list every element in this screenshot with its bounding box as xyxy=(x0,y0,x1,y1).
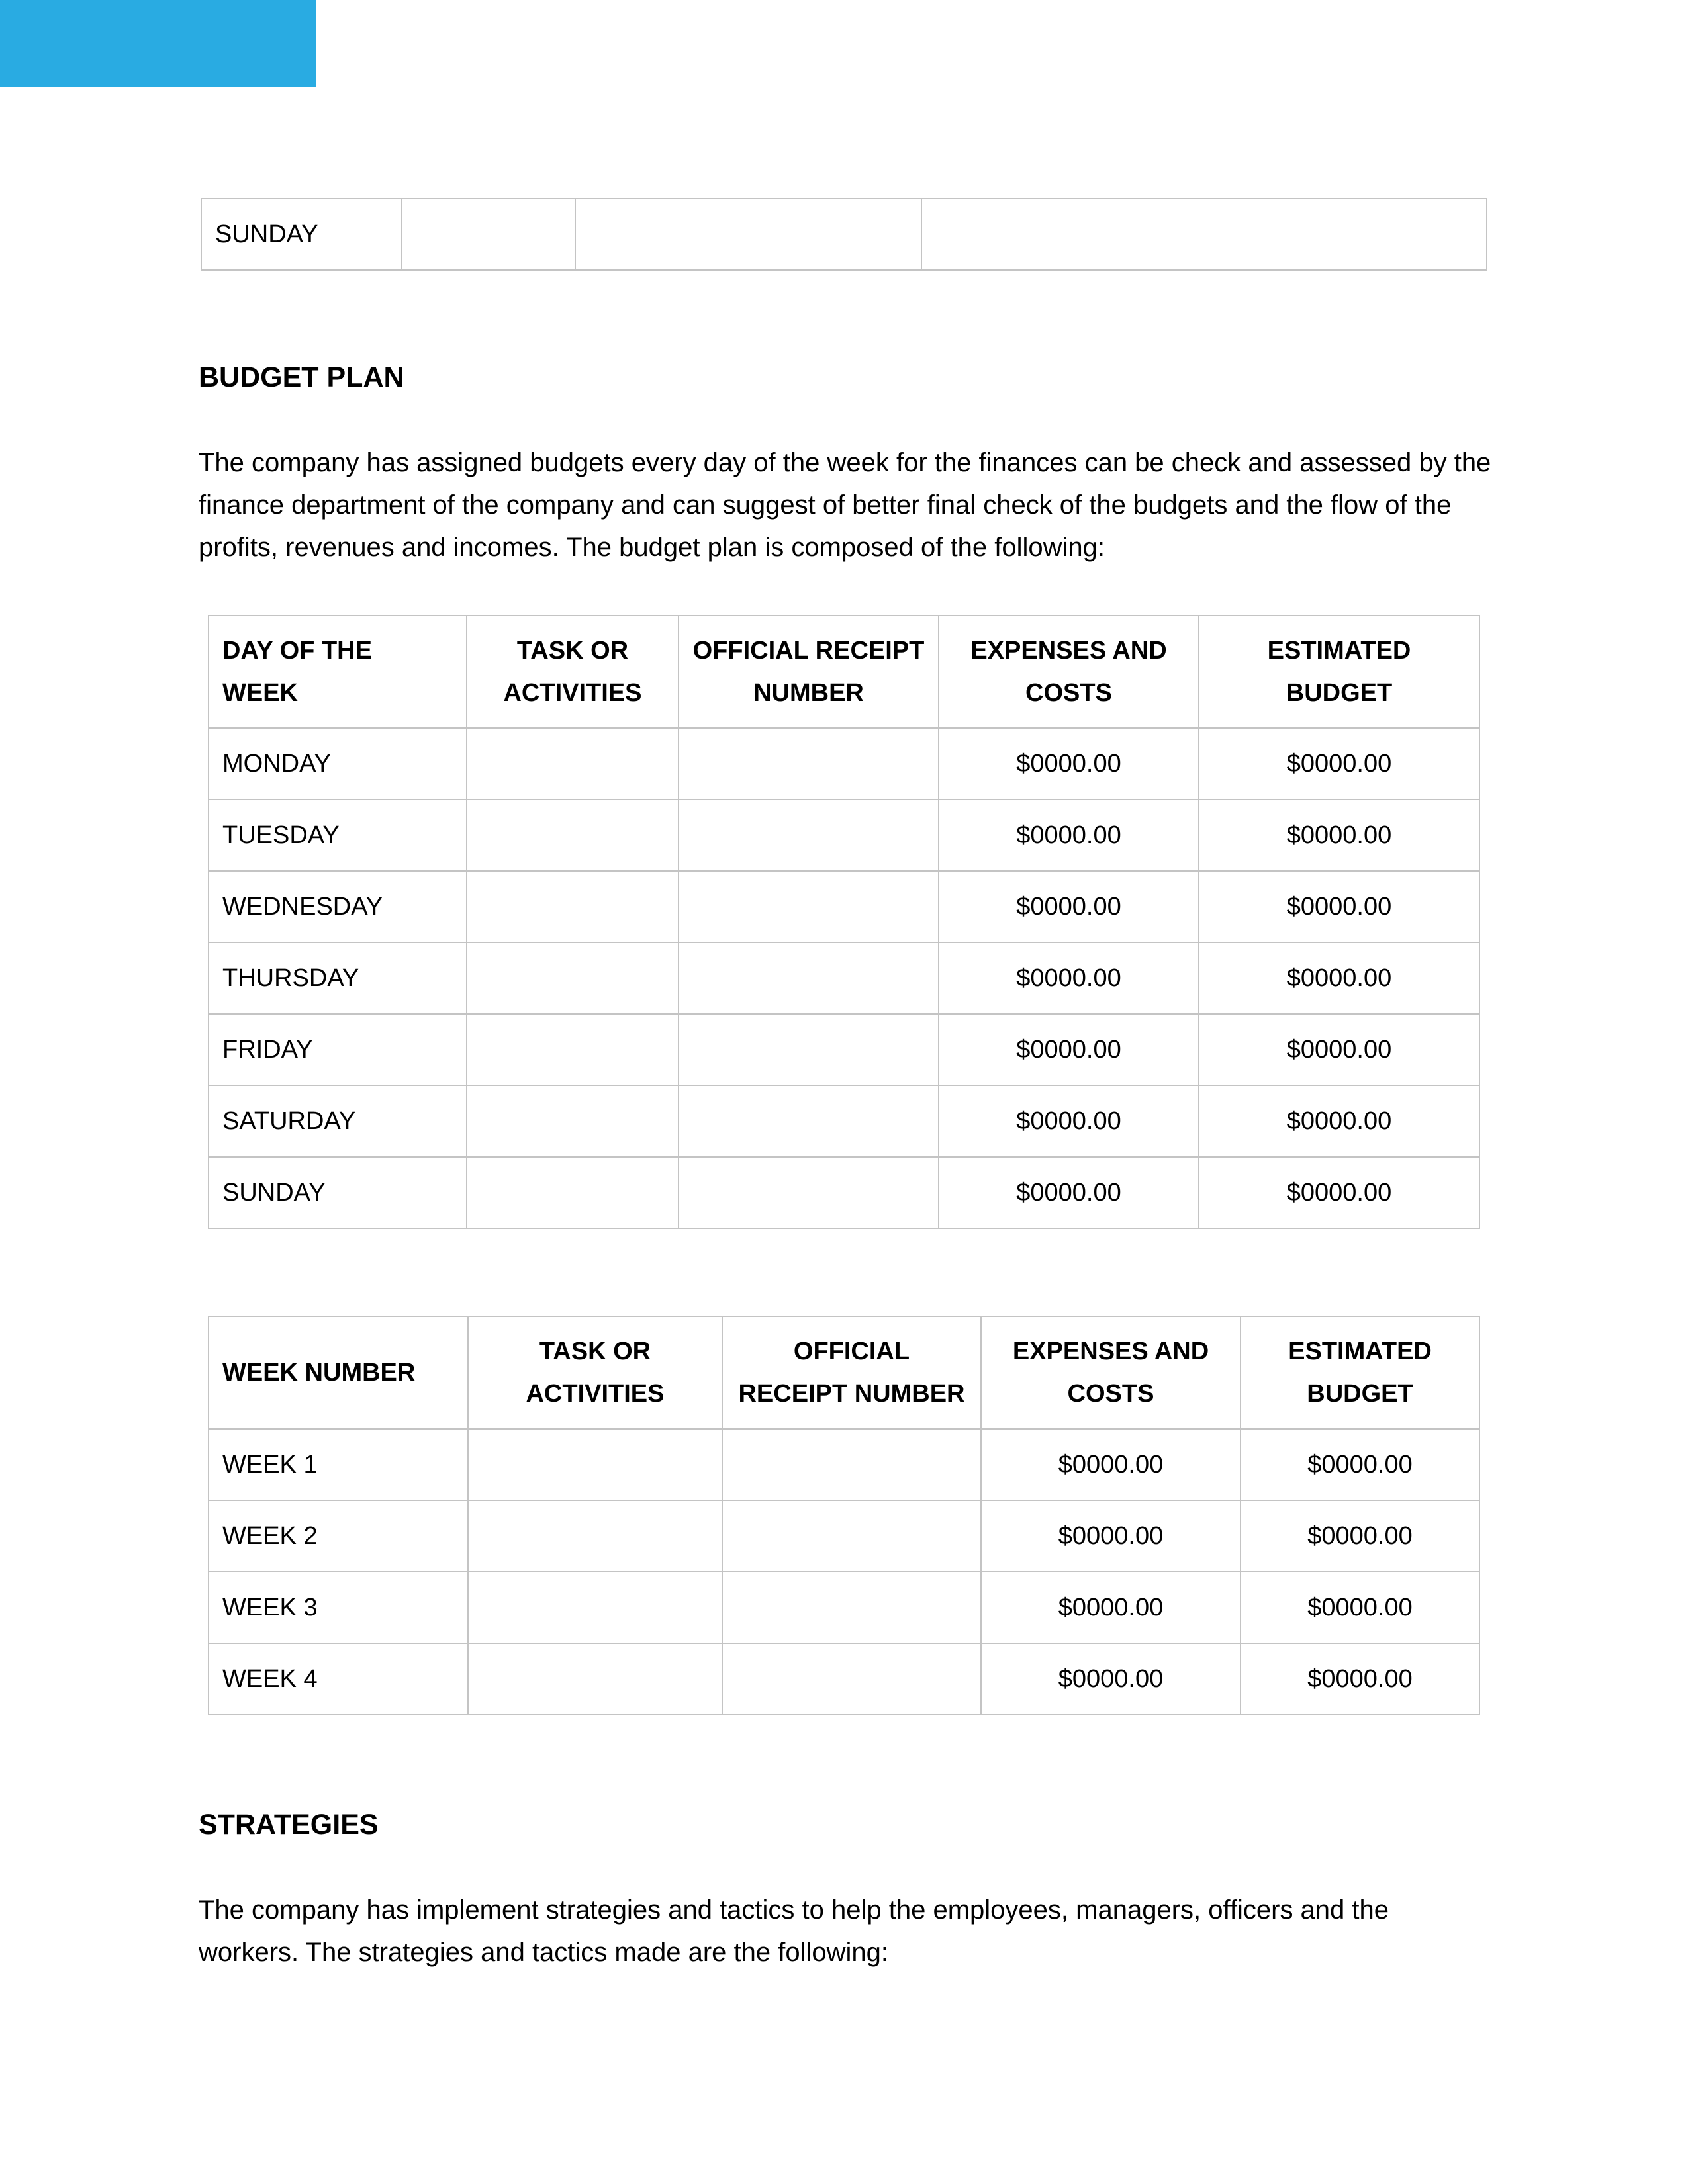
week-cell: WEEK 2 xyxy=(209,1500,468,1572)
expenses-cell: $0000.00 xyxy=(981,1429,1241,1500)
budget-cell: $0000.00 xyxy=(1199,942,1479,1014)
receipt-cell xyxy=(679,1085,939,1157)
receipt-cell xyxy=(679,1157,939,1228)
table-row xyxy=(209,1157,1479,1228)
receipt-cell xyxy=(722,1643,981,1715)
receipt-cell xyxy=(679,799,939,871)
receipt-cell xyxy=(722,1500,981,1572)
column-header: DAY OF THE WEEK xyxy=(209,615,467,728)
empty-cell xyxy=(575,199,921,270)
budget-cell: $0000.00 xyxy=(1241,1572,1479,1643)
day-cell: SUNDAY xyxy=(201,199,402,270)
table-row xyxy=(209,942,1479,1014)
task-cell xyxy=(467,1157,679,1228)
table-header-row xyxy=(209,1316,1479,1429)
day-cell: SUNDAY xyxy=(209,1157,467,1228)
column-header: ESTIMATED BUDGET xyxy=(1241,1316,1479,1429)
task-cell xyxy=(468,1572,722,1643)
table-row xyxy=(209,1500,1479,1572)
day-cell: SATURDAY xyxy=(209,1085,467,1157)
table-row xyxy=(209,1085,1479,1157)
table-row xyxy=(209,1643,1479,1715)
table-row xyxy=(209,1429,1479,1500)
expenses-cell: $0000.00 xyxy=(939,871,1199,942)
expenses-cell: $0000.00 xyxy=(981,1572,1241,1643)
column-header: WEEK NUMBER xyxy=(209,1316,468,1429)
column-header: ESTIMATED BUDGET xyxy=(1199,615,1479,728)
budget-cell: $0000.00 xyxy=(1199,1157,1479,1228)
week-cell: WEEK 3 xyxy=(209,1572,468,1643)
empty-cell xyxy=(402,199,575,270)
budget-cell: $0000.00 xyxy=(1199,1014,1479,1085)
task-cell xyxy=(468,1500,722,1572)
expenses-cell: $0000.00 xyxy=(939,728,1199,799)
budget-plan-paragraph: The company has assigned budgets every day of the week for the finances can be check and assessed by the finance department of the company and can suggest of better final check of the budgets and the flow of the profits, revenues and incomes. The budget plan is composed of the following: xyxy=(199,448,1491,562)
budget-cell: $0000.00 xyxy=(1199,1085,1479,1157)
column-header: OFFICIAL RECEIPT NUMBER xyxy=(679,615,939,728)
table-row xyxy=(209,871,1479,942)
column-header: EXPENSES AND COSTS xyxy=(981,1316,1241,1429)
strategies-heading: STRATEGIES xyxy=(199,1809,379,1841)
receipt-cell xyxy=(722,1429,981,1500)
day-cell: FRIDAY xyxy=(209,1014,467,1085)
column-header: OFFICIAL RECEIPT NUMBER xyxy=(722,1316,981,1429)
weekly-budget-table xyxy=(208,1316,1480,1715)
column-header: TASK OR ACTIVITIES xyxy=(468,1316,722,1429)
budget-cell: $0000.00 xyxy=(1241,1643,1479,1715)
receipt-cell xyxy=(679,942,939,1014)
column-header: EXPENSES AND COSTS xyxy=(939,615,1199,728)
expenses-cell: $0000.00 xyxy=(939,1014,1199,1085)
expenses-cell: $0000.00 xyxy=(981,1500,1241,1572)
budget-plan-heading: BUDGET PLAN xyxy=(199,361,404,393)
table-row xyxy=(209,799,1479,871)
budget-cell: $0000.00 xyxy=(1199,728,1479,799)
budget-cell: $0000.00 xyxy=(1199,871,1479,942)
table-header-row xyxy=(209,615,1479,728)
receipt-cell xyxy=(679,728,939,799)
expenses-cell: $0000.00 xyxy=(939,1157,1199,1228)
budget-cell: $0000.00 xyxy=(1199,799,1479,871)
table-row xyxy=(201,199,1487,270)
expenses-cell: $0000.00 xyxy=(981,1643,1241,1715)
task-cell xyxy=(467,1014,679,1085)
task-cell xyxy=(468,1429,722,1500)
daily-budget-table xyxy=(208,615,1480,1229)
week-cell: WEEK 4 xyxy=(209,1643,468,1715)
table-row xyxy=(209,1572,1479,1643)
budget-cell: $0000.00 xyxy=(1241,1429,1479,1500)
header-accent-bar xyxy=(0,0,316,87)
task-cell xyxy=(468,1643,722,1715)
task-cell xyxy=(467,799,679,871)
receipt-cell xyxy=(679,1014,939,1085)
strategies-paragraph: The company has implement strategies and tactics to help the employees, managers, officers and the workers. The strategies and tactics made are the following: xyxy=(199,1895,1389,1967)
table-row xyxy=(209,728,1479,799)
expenses-cell: $0000.00 xyxy=(939,799,1199,871)
task-cell xyxy=(467,728,679,799)
budget-cell: $0000.00 xyxy=(1241,1500,1479,1572)
expenses-cell: $0000.00 xyxy=(939,1085,1199,1157)
week-cell: WEEK 1 xyxy=(209,1429,468,1500)
receipt-cell xyxy=(679,871,939,942)
continued-schedule-table xyxy=(201,198,1487,271)
day-cell: WEDNESDAY xyxy=(209,871,467,942)
task-cell xyxy=(467,942,679,1014)
day-cell: THURSDAY xyxy=(209,942,467,1014)
empty-cell xyxy=(921,199,1487,270)
column-header: TASK OR ACTIVITIES xyxy=(467,615,679,728)
table-row xyxy=(209,1014,1479,1085)
task-cell xyxy=(467,871,679,942)
expenses-cell: $0000.00 xyxy=(939,942,1199,1014)
receipt-cell xyxy=(722,1572,981,1643)
task-cell xyxy=(467,1085,679,1157)
day-cell: TUESDAY xyxy=(209,799,467,871)
day-cell: MONDAY xyxy=(209,728,467,799)
